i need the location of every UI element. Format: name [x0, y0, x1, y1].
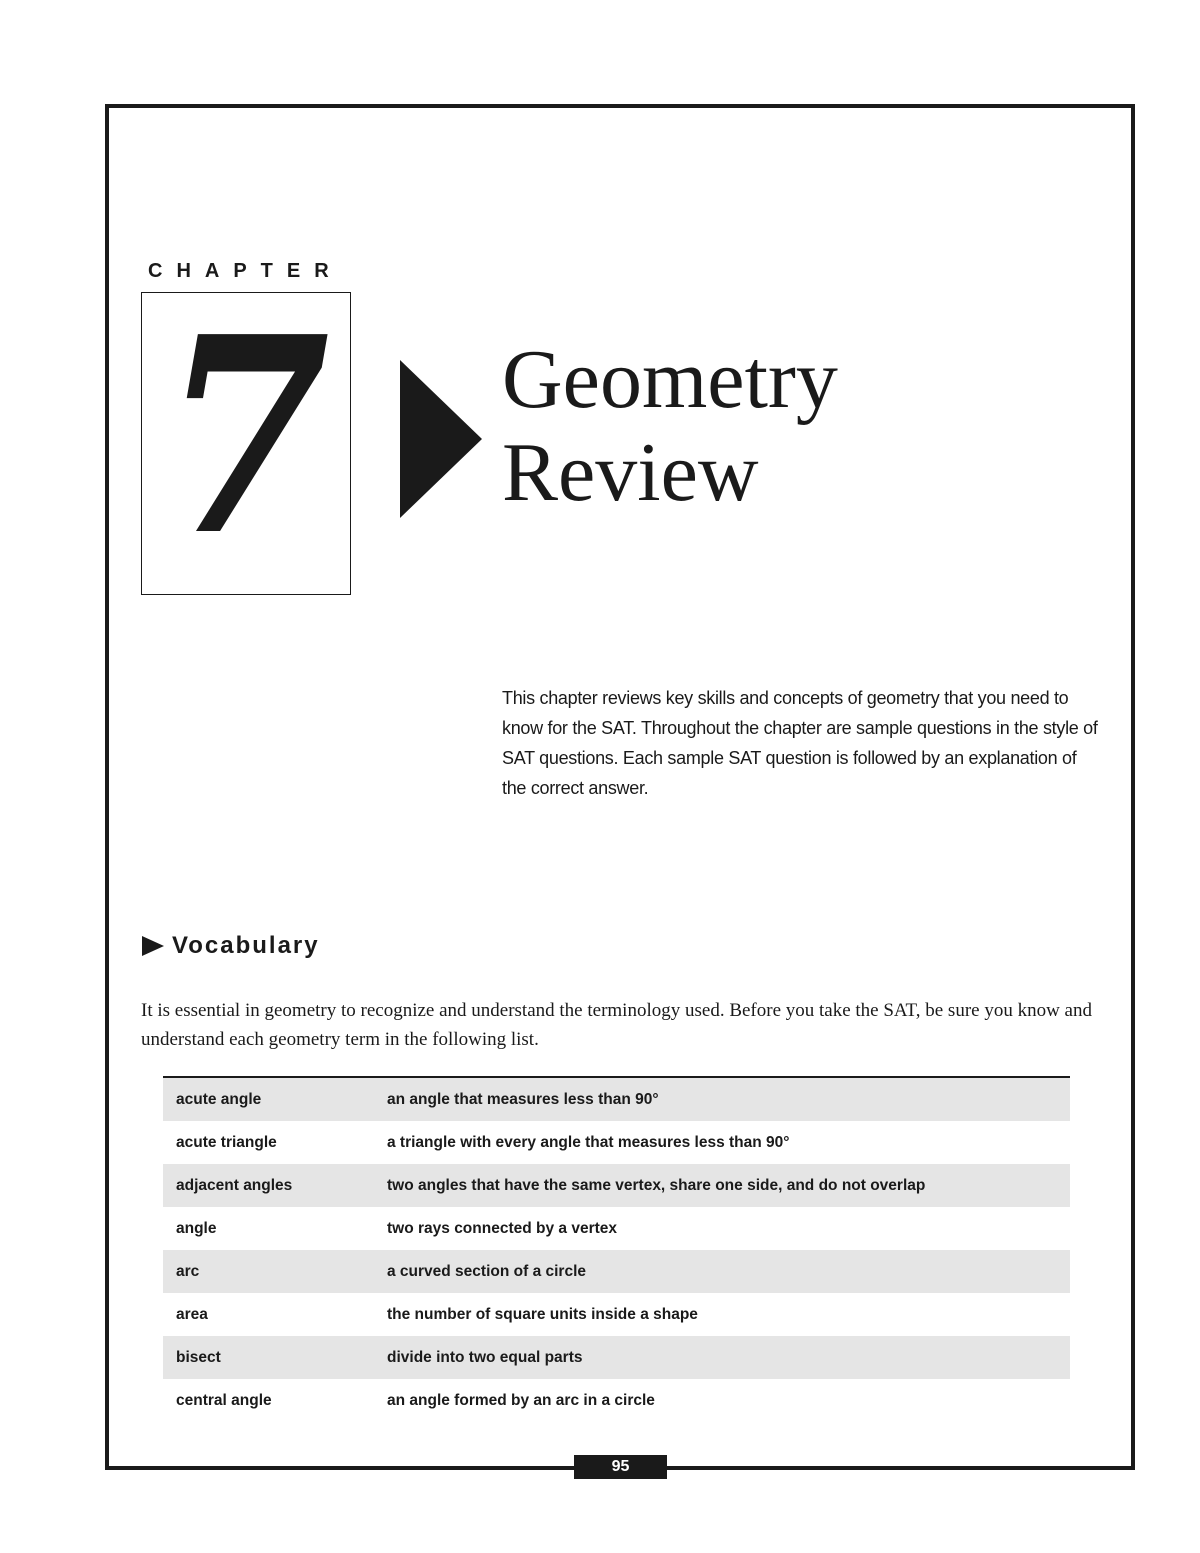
chapter-intro: This chapter reviews key skills and concepts of geometry that you need to know for the SAT. Throughout the chapter are sample questions in the style of SAT questions. Each sample SAT question is followed by an explanation of the correct answer.: [502, 688, 1098, 798]
vocabulary-table: [163, 1076, 1070, 1422]
vocab-term: arc: [176, 1262, 200, 1280]
table-row: [163, 1121, 1070, 1164]
vocab-definition: two rays connected by a vertex: [387, 1219, 618, 1237]
vocab-term: adjacent angles: [176, 1176, 293, 1194]
vocab-definition: the number of square units inside a shape: [387, 1305, 698, 1323]
vocab-definition: an angle that measures less than 90°: [387, 1090, 659, 1108]
vocab-definition: a curved section of a circle: [387, 1262, 587, 1280]
chapter-title-line2: Review: [502, 426, 759, 519]
section-paragraph: It is essential in geometry to recognize and understand the terminology used. Before you take the SAT, be sure you know and understand each geometry term in the following list.: [141, 1000, 1092, 1050]
table-row: [163, 1250, 1070, 1293]
triangle-right-icon: [400, 360, 482, 518]
table-row: [163, 1078, 1070, 1121]
chapter-title: [502, 333, 838, 519]
table-row: [163, 1293, 1070, 1336]
vocab-term: central angle: [176, 1391, 272, 1409]
vocab-definition: a triangle with every angle that measures less than 90°: [387, 1133, 790, 1151]
chapter-label: CHAPTER: [148, 260, 343, 282]
table-row: [163, 1336, 1070, 1379]
page-number: 95: [574, 1455, 667, 1479]
section-heading-label: Vocabulary: [172, 932, 320, 959]
vocab-definition: two angles that have the same vertex, share one side, and do not overlap: [387, 1176, 926, 1194]
vocab-term: bisect: [176, 1348, 221, 1366]
chapter-number: 7: [161, 277, 331, 595]
chapter-number-box: [141, 277, 351, 595]
vocab-term: area: [176, 1305, 208, 1323]
vocab-term: acute triangle: [176, 1133, 277, 1151]
triangle-right-icon: [142, 936, 164, 956]
table-row: [163, 1164, 1070, 1207]
vocab-definition: divide into two equal parts: [387, 1348, 583, 1366]
vocab-definition: an angle formed by an arc in a circle: [387, 1391, 655, 1409]
chapter-title-line1: Geometry: [502, 333, 838, 426]
vocab-term: angle: [176, 1219, 217, 1237]
table-row: [163, 1207, 1070, 1250]
vocab-term: acute angle: [176, 1090, 262, 1108]
section-heading: [142, 932, 320, 960]
table-row: [163, 1379, 1070, 1422]
